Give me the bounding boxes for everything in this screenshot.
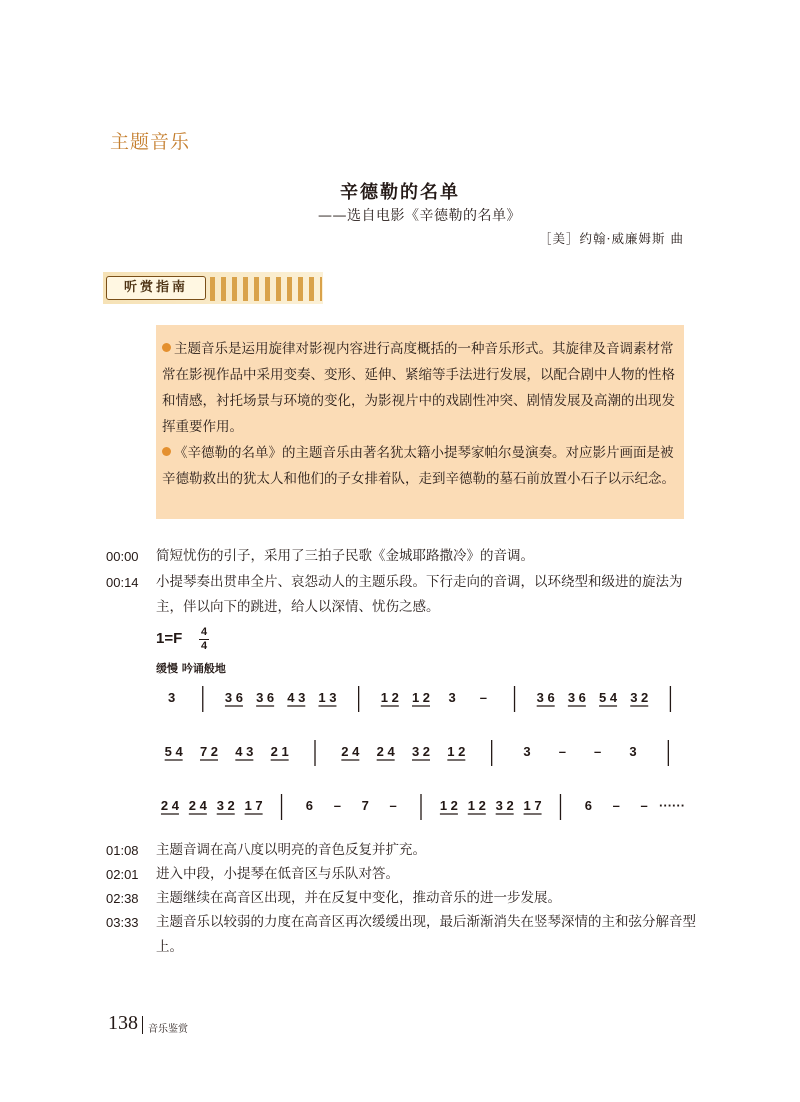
score-note: 1 2 [467,798,486,813]
score-note: 3 6 [224,690,243,705]
timeline-text: 小提琴奏出贯串全片、哀怨动人的主题乐段。下行走向的音调，以环绕型和级进的旋法为主，伴以向下的跳进，给人以深情、忧伤之感。 [156,574,683,615]
score-note: 5 4 [599,690,618,705]
book-title: 音乐鉴赏 [148,1024,188,1035]
footer-divider [142,1016,143,1034]
song-subtitle: ——选自电影《辛德勒的名单》 [318,208,521,224]
guide-paragraph-1: 主题音乐是运用旋律对影视内容进行高度概括的一种音乐形式。其旋律及音调素材常常在影视作品中采用变奏、变形、延伸、紧缩等手法进行发展，以配合剧中人物的性格和情感，衬托场景与环境的变化，为影视片中的戏剧性冲突、剧情发展及高潮的出现发挥重要作用。 [162,341,675,435]
score-note: 2 4 [188,798,207,813]
score-note: 2 4 [160,798,179,813]
timestamp: 02:38 [106,891,139,906]
bullet-dot-icon [162,343,171,352]
score-note: 4 3 [287,690,306,705]
timeline-text: 主题音乐以较弱的力度在高音区再次缓缓出现，最后渐渐消失在竖琴深情的主和弦分解音型上。 [156,914,696,955]
listening-guide-text [162,336,678,492]
score-note: 7 [361,798,369,813]
score-note: 3 [523,744,531,759]
score-note: 3 6 [256,690,275,705]
composer-credit: ［美］约翰·威廉姆斯 曲 [539,231,684,246]
score-note: 3 2 [411,744,431,759]
section-title: 主题音乐 [110,131,191,153]
page-number: 138 [108,1012,138,1034]
score-note: ······ [659,798,686,813]
timestamp: 01:08 [106,843,139,858]
score-note: 1 2 [411,690,431,705]
guide-paragraph-2: 《辛德勒的名单》的主题音乐由著名犹太籍小提琴家帕尔曼演奏。对应影片画面是被辛德勒救出的犹太人和他们的子女排着队，走到辛德勒的墓石前放置小石子以示纪念。 [162,445,675,487]
score-note: 2 4 [341,744,360,759]
score-note: 3 [167,690,176,705]
score-note: 1 2 [439,798,458,813]
timestamp: 02:01 [106,867,139,882]
score-tempo: 缓慢 吟诵般地 [156,662,226,675]
score-note: 6 [584,798,592,813]
score-note: – [479,690,487,705]
score-note: – [594,744,602,759]
score-time-signature: 4 4 [200,626,208,652]
score-note: – [612,798,620,813]
score-note: 3 [448,690,456,705]
score-key-signature: 1=F [156,630,183,647]
score-note: 3 6 [536,690,555,705]
timestamp: 03:33 [106,915,139,930]
jianpu-score [150,680,690,840]
timeline-text: 进入中段，小提琴在低音区与乐队对答。 [156,866,399,882]
score-note: 5 4 [164,744,183,759]
score-note: 2 4 [376,744,395,759]
score-note: 2 1 [270,744,289,759]
bullet-dot-icon [162,447,171,456]
timeline-text: 简短忧伤的引子，采用了三拍子民歌《金城耶路撒冷》的音调。 [156,548,534,564]
score-note: 3 6 [567,690,586,705]
timeline-text: 主题音调在高八度以明亮的音色反复并扩充。 [156,842,426,858]
score-note: – [558,744,566,759]
score-note: – [333,798,341,813]
score-note: 7 2 [199,744,219,759]
guide-banner-stripes [210,277,322,301]
song-title: 辛德勒的名单 [340,182,460,203]
timeline-text: 主题继续在高音区出现，并在反复中变化，推动音乐的进一步发展。 [156,890,561,906]
guide-label: 听赏指南 [106,276,206,300]
score-note: 1 7 [244,798,263,813]
timestamp: 00:00 [106,549,139,564]
score-note: 1 3 [318,690,337,705]
timestamp: 00:14 [106,575,139,590]
score-note: 3 2 [630,690,649,705]
score-note: – [389,798,397,813]
score-note: 1 7 [523,798,542,813]
score-note: 6 [305,798,314,813]
score-note: – [640,798,648,813]
score-note: 1 2 [380,690,399,705]
score-note: 1 2 [447,744,466,759]
score-note: 3 2 [216,798,235,813]
score-note: 4 3 [235,744,254,759]
score-note: 3 2 [495,798,514,813]
score-note: 3 [629,744,637,759]
